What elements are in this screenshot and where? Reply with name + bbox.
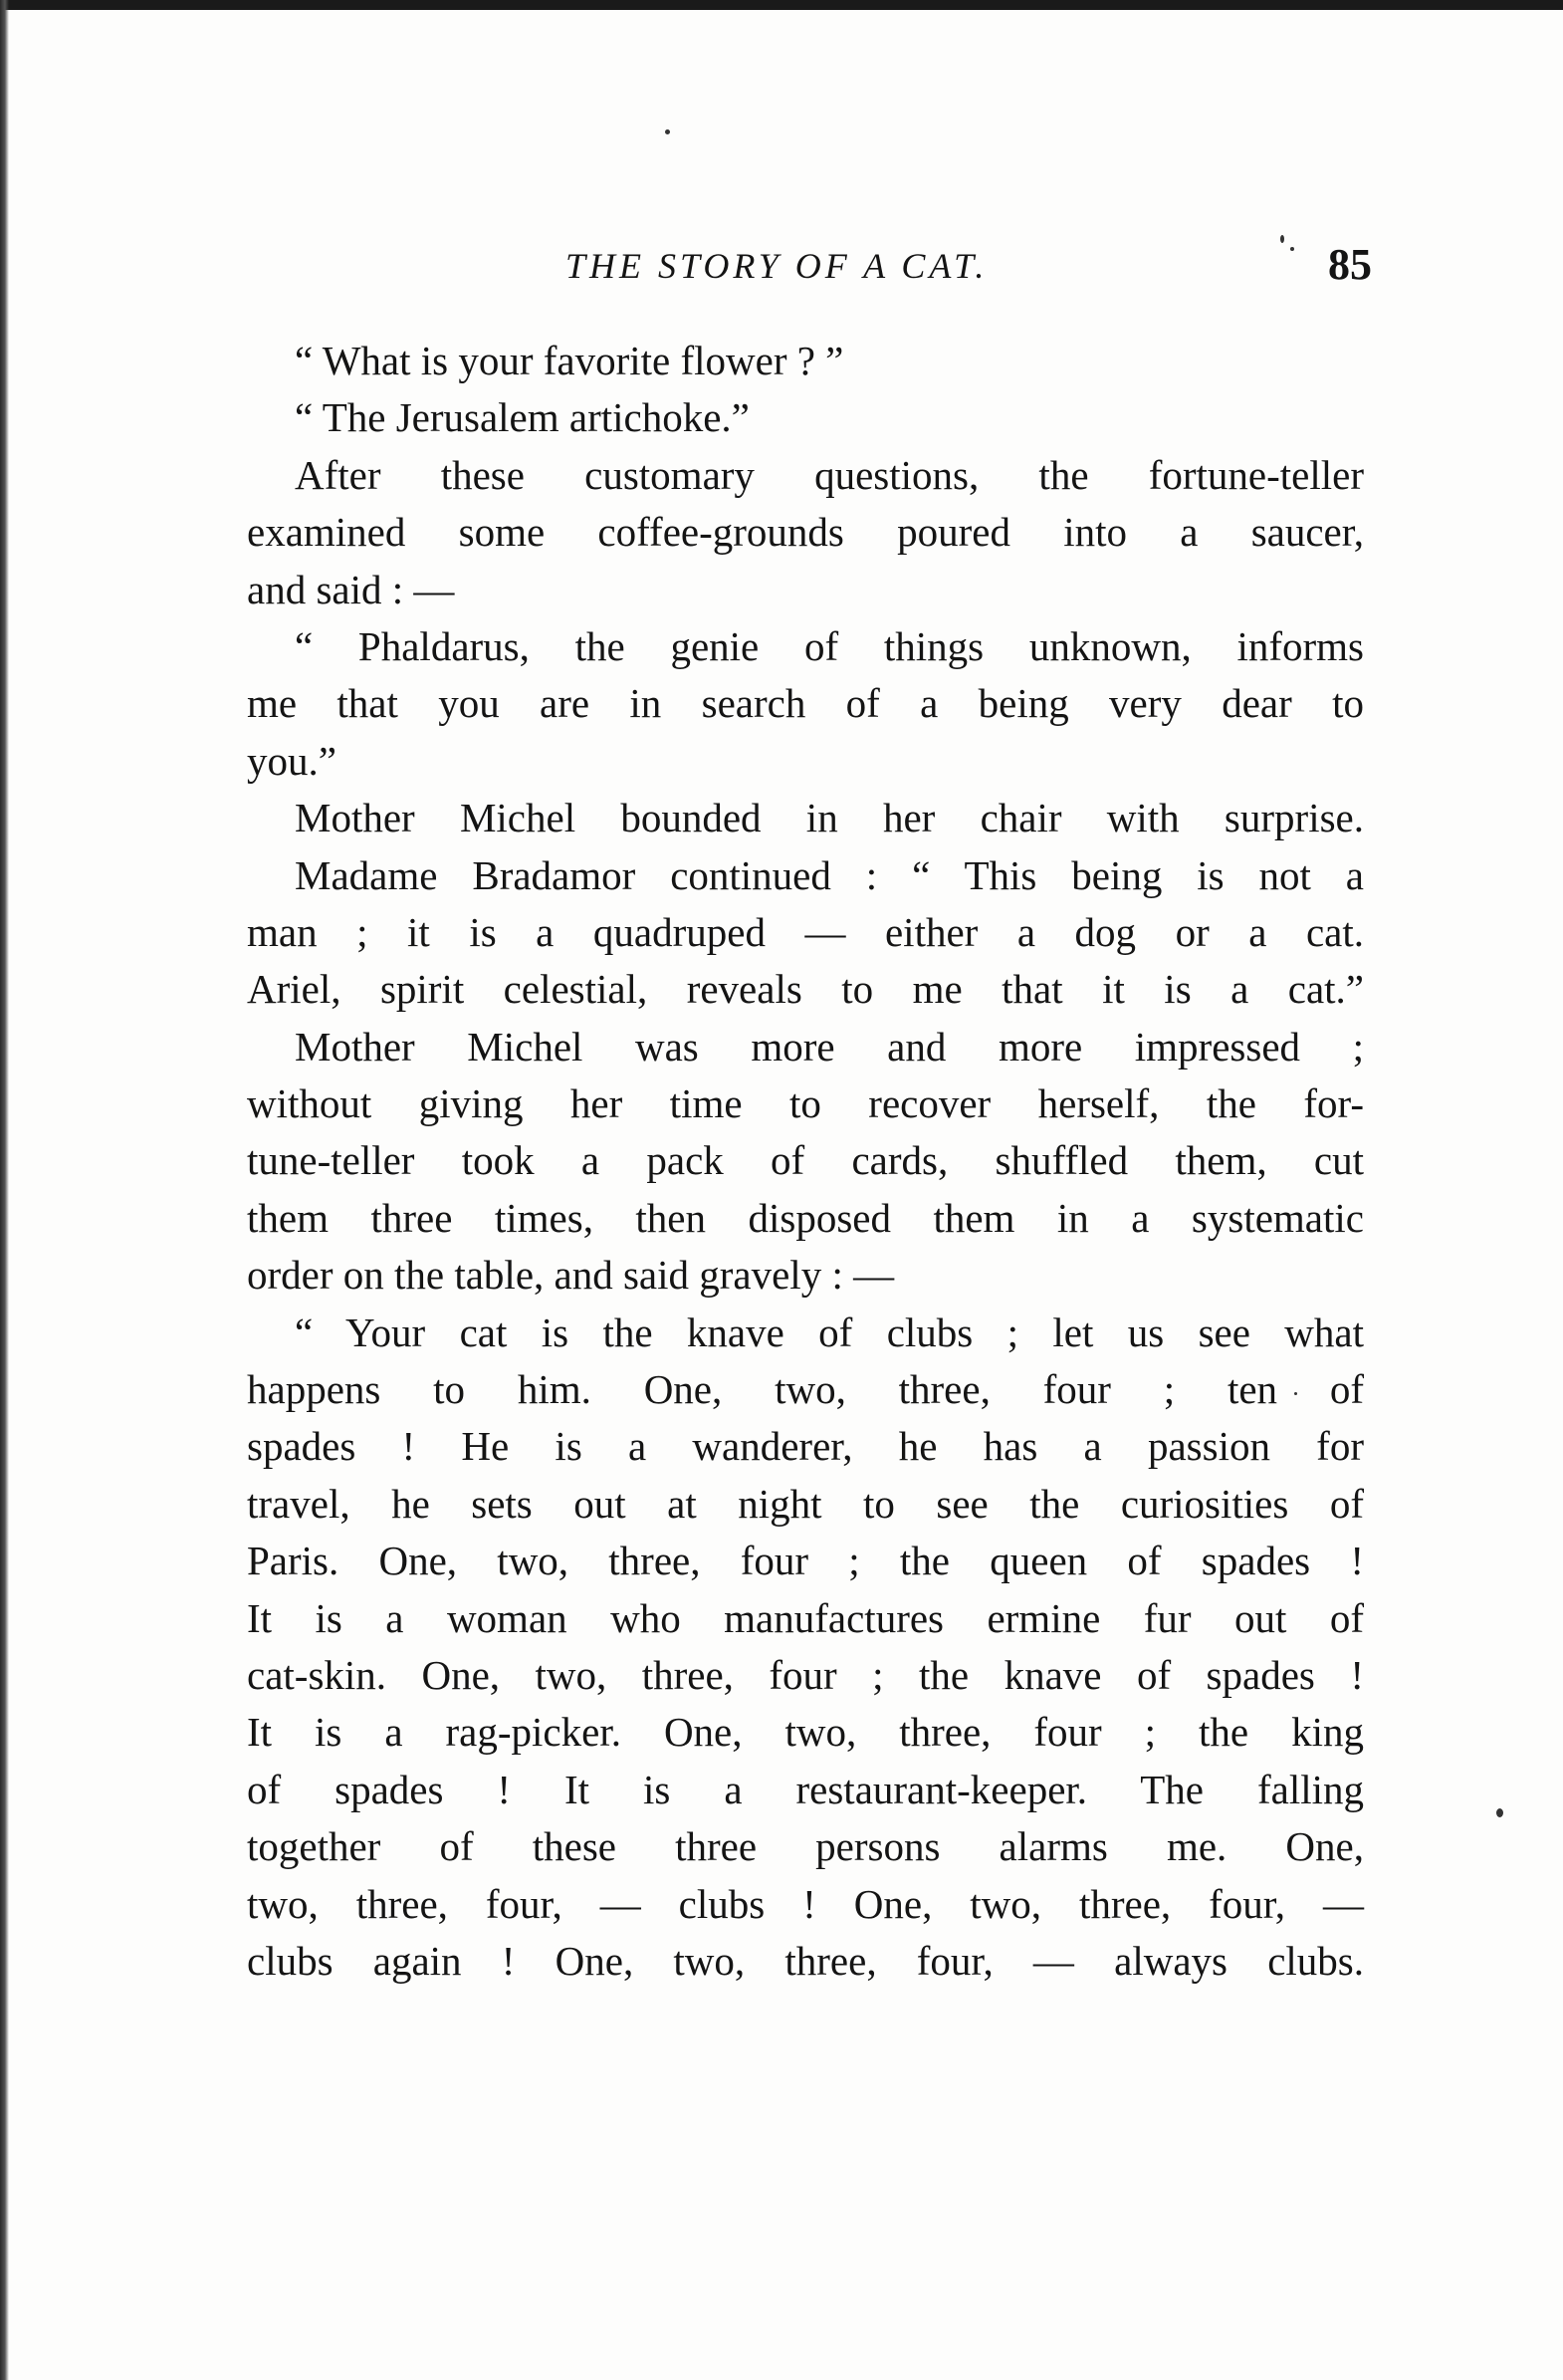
text-line: After these customary questions, the fortune-teller [295,451,1364,498]
text-line: Mother Michel bounded in her chair with surprise. [295,795,1364,841]
scan-speck [1496,1808,1503,1817]
text-line: travel, he sets out at night to see the curiosities of [247,1480,1364,1527]
scan-top-edge [0,0,1563,10]
text-line: me that you are in search of a being very dear to [247,680,1364,727]
text-line: happens to him. One, two, three, four ; ten of [247,1366,1364,1413]
text-line: Madame Bradamor continued : “ This being is not a [295,851,1364,898]
text-line: “ The Jerusalem artichoke.” [295,394,750,441]
text-line: two, three, four, — clubs ! One, two, three, four, — [247,1880,1364,1927]
text-line: and said : — [247,566,455,612]
text-line: It is a rag-picker. One, two, three, four ; the king [247,1709,1364,1756]
running-head [247,239,1372,309]
scan-speck [665,129,670,134]
text-line: Mother Michel was more and more impressed ; [295,1023,1364,1070]
text-line: cat-skin. One, two, three, four ; the knave of spades ! [247,1651,1364,1698]
page-number: 85 [1328,240,1372,289]
body-text [247,333,1364,1990]
text-line: clubs again ! One, two, three, four, — always clubs. [247,1937,1364,1984]
text-line: “ Your cat is the knave of clubs ; let us see what [295,1309,1364,1355]
text-line: spades ! He is a wanderer, he has a passion for [247,1423,1364,1470]
text-line: tune-teller took a pack of cards, shuffled them, cut [247,1137,1364,1184]
text-line: them three times, then disposed them in a systematic [247,1194,1364,1241]
text-line: of spades ! It is a restaurant-keeper. The falling [247,1766,1364,1812]
text-line: “ What is your favorite flower ? ” [295,338,844,383]
text-line: man ; it is a quadruped — either a dog or a cat. [247,908,1364,955]
text-line: “ Phaldarus, the genie of things unknown, informs [295,622,1364,669]
text-line: Ariel, spirit celestial, reveals to me that it is a cat.” [247,966,1364,1013]
text-line: examined some coffee-grounds poured into a saucer, [247,509,1364,556]
text-line: without giving her time to recover herself, the for- [247,1080,1364,1127]
text-line: together of these three persons alarms me. One, [247,1823,1364,1870]
text-line: It is a woman who manufactures ermine fur out of [247,1594,1364,1641]
text-line: order on the table, and said gravely : — [247,1252,895,1299]
scan-left-edge [0,0,9,2380]
text-line: Paris. One, two, three, four ; the queen of spades ! [247,1538,1364,1584]
text-line: you.” [247,737,336,784]
running-head-title: THE STORY OF A CAT. [565,246,989,286]
